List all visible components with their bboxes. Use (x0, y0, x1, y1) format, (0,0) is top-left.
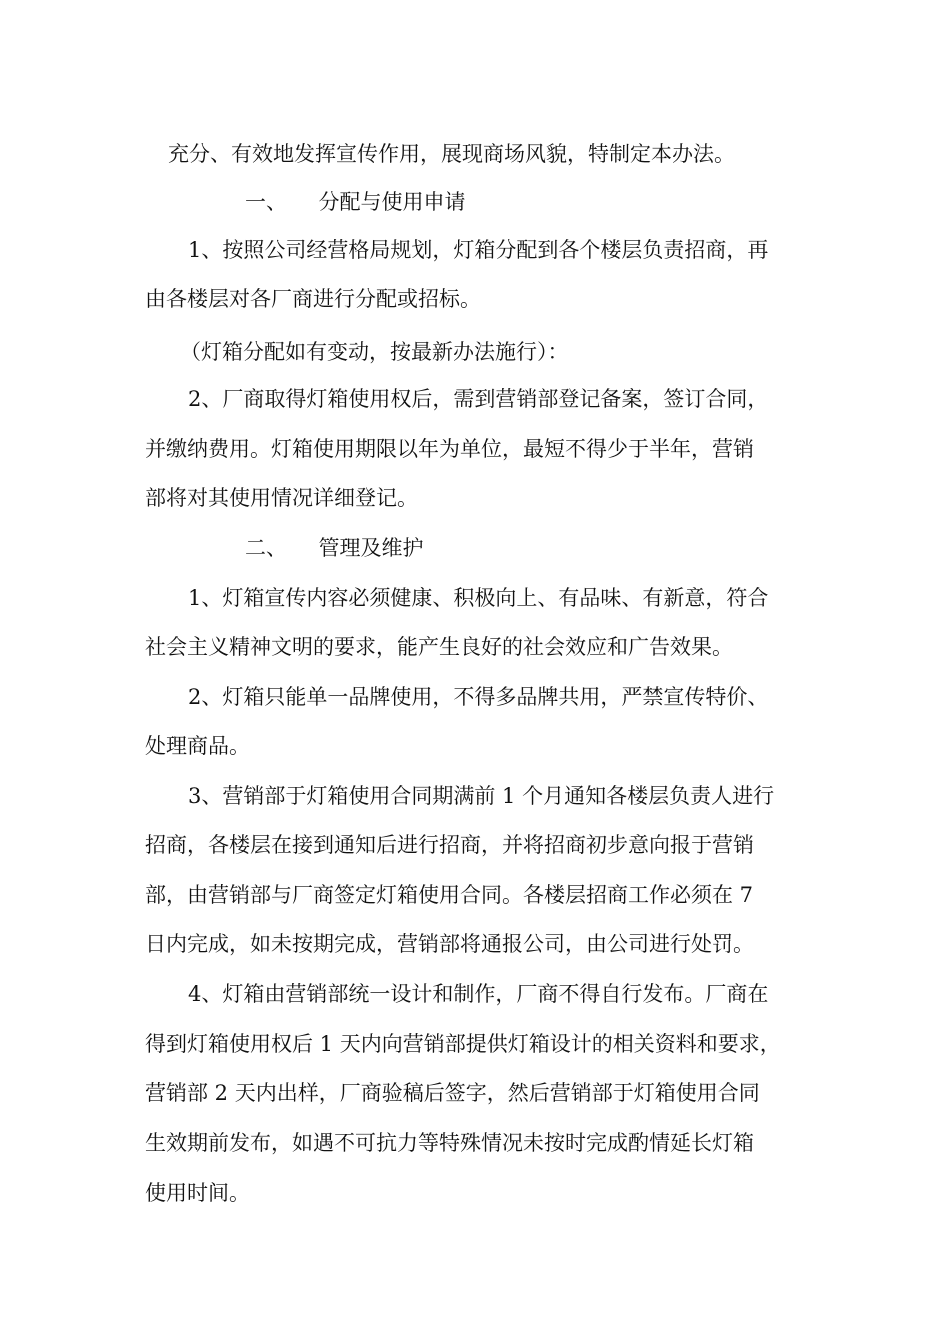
text-line: 1、灯箱宣传内容必须健康、积极向上、有品味、有新意，符合 (188, 586, 769, 610)
text-line: 处理商品。 (145, 734, 250, 758)
text-line: 得到灯箱使用权后 1 天内向营销部提供灯箱设计的相关资料和要求， (145, 1032, 781, 1056)
text-line: 招商，各楼层在接到通知后进行招商，并将招商初步意向报于营销 (145, 833, 754, 857)
text-line: 并缴纳费用。灯箱使用期限以年为单位，最短不得少于半年，营销 (145, 437, 754, 461)
text-line: 2、厂商取得灯箱使用权后，需到营销部登记备案，签订合同， (188, 387, 769, 411)
text-line: 3、营销部于灯箱使用合同期满前 1 个月通知各楼层负责人进行 (188, 784, 775, 808)
text-line: 使用时间。 (145, 1181, 250, 1205)
text-line: 1、按照公司经营格局规划，灯箱分配到各个楼层负责招商，再 (188, 238, 769, 262)
text-line: 2、灯箱只能单一品牌使用，不得多品牌共用，严禁宣传特价、 (188, 685, 769, 709)
section-heading: 二、 管理及维护 (245, 536, 424, 560)
text-line: 营销部 2 天内出样，厂商验稿后签字，然后营销部于灯箱使用合同 (145, 1081, 760, 1105)
text-line: 部将对其使用情况详细登记。 (145, 486, 418, 510)
text-line: 充分、有效地发挥宣传作用，展现商场风貌，特制定本办法。 (168, 142, 735, 166)
text-line: 社会主义精神文明的要求，能产生良好的社会效应和广告效果。 (145, 635, 733, 659)
text-line: 生效期前发布，如遇不可抗力等特殊情况未按时完成酌情延长灯箱 (145, 1131, 754, 1155)
text-line: 由各楼层对各厂商进行分配或招标。 (145, 287, 481, 311)
section-heading: 一、 分配与使用申请 (245, 190, 466, 214)
text-line: （灯箱分配如有变动，按最新办法施行）： (180, 340, 569, 364)
text-line: 部，由营销部与厂商签定灯箱使用合同。各楼层招商工作必须在 7 (145, 883, 754, 907)
text-line: 日内完成，如未按期完成，营销部将通报公司，由公司进行处罚。 (145, 932, 754, 956)
text-line: 4、灯箱由营销部统一设计和制作，厂商不得自行发布。厂商在 (188, 982, 769, 1006)
